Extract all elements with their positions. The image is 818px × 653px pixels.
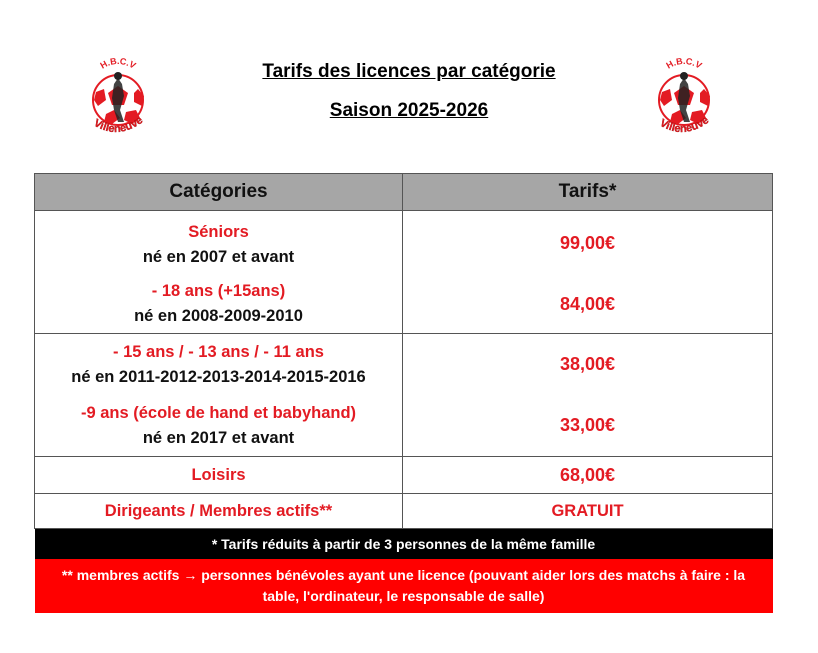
category-price: 84,00€ <box>403 275 773 334</box>
table-row <box>35 457 773 494</box>
svg-text:Villeneuve: Villeneuve <box>657 114 712 136</box>
svg-text:H.B.C.V: H.B.C.V <box>98 56 138 71</box>
active-members-note-row <box>35 559 773 613</box>
category-detail: né en 2011-2012-2013-2014-2015-2016 <box>71 367 366 386</box>
tariff-table <box>34 173 773 613</box>
header-categories: Catégories <box>35 174 403 211</box>
page-title: Tarifs des licences par catégorie <box>262 61 556 82</box>
table-row <box>35 275 773 334</box>
table-row <box>35 395 773 457</box>
category-detail: né en 2007 et avant <box>142 247 295 266</box>
svg-text:H.B.C.V: H.B.C.V <box>664 56 704 71</box>
category-name: - 18 ans (+15ans) <box>151 282 286 300</box>
category-price: 33,00€ <box>403 395 773 457</box>
family-discount-note: * Tarifs réduits à partir de 3 personnes de la même famille <box>35 529 773 560</box>
family-discount-note-row <box>35 529 773 560</box>
table-row <box>35 334 773 396</box>
header-tarifs: Tarifs* <box>403 174 773 211</box>
category-detail: né en 2008-2009-2010 <box>134 307 303 325</box>
category-price: GRATUIT <box>403 494 773 529</box>
season-title: Saison 2025-2026 <box>329 100 489 121</box>
category-price: 38,00€ <box>403 334 773 396</box>
table-row <box>35 494 773 529</box>
table-header <box>35 174 773 211</box>
svg-text:Villeneuve: Villeneuve <box>91 114 146 136</box>
table-row <box>35 211 773 276</box>
category-detail: né en 2017 et avant <box>142 428 295 447</box>
category-price: 99,00€ <box>403 211 773 276</box>
category-name: - 15 ans / - 13 ans / - 11 ans <box>113 342 324 361</box>
category-name: Dirigeants / Membres actifs** <box>35 494 403 529</box>
category-price: 68,00€ <box>403 457 773 494</box>
category-name: Loisirs <box>35 457 403 494</box>
active-members-note: ** membres actifs → personnes bénévoles ayant une licence (pouvant aider lors des matchs à faire : la table, l'ordinateur, le responsable de salle) <box>35 559 773 613</box>
category-name: -9 ans (école de hand et babyhand) <box>80 403 357 422</box>
category-name: Séniors <box>188 222 249 241</box>
